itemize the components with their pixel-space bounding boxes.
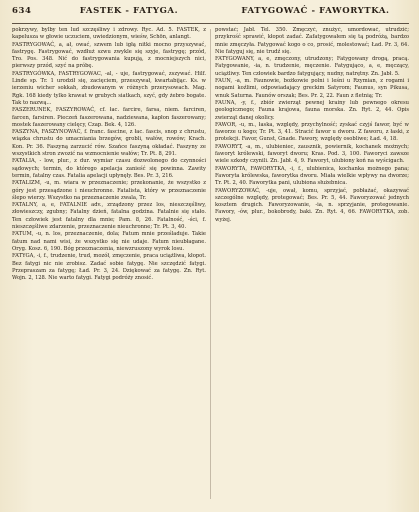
entry-paragraph: FAUN, -a, m. Faunowie, bożkowie polni i leśni u Rzymian, z rogami i nogami koźlimi, odpowiadający greckim Satyrom; Faunus, syn Pikusa, wnuk Saturna. Faunów orszak; Bes. Pr. 2, 22. Faun z fletnią; Tr. [215,78,409,99]
entry-paragraph: FASZYNA, FASZYNOWAĆ, f. franc. fascine, z łac. fascis, snop z chrustu, wiązka chrustu do umacniania brzegów, grobli, wałów, rowów; Krach. Kon. Pr. 36. Faszyną zarzucić rów. Szańce faszyną okładać. Faszyny ze wszystkich stron zwozić na wzmocnienie wałów; Tr. Pt. 8, 291. [12,129,206,158]
page-number: 634 [12,6,32,16]
entry-paragraph: FATYGOWANY, a, e, zmęczony, utrudzony; Fatygowany drogą, pracą. Fatygowanie, -ia, n. trudzenie, męczenie. Fatygująco, a, e, męczący, uciążliwy. Ten człowiek bardzo fatygujący, nudny, natrętny. Zn. Jabł. 5. [215,56,409,77]
entry-paragraph: FASTRYGOWAĆ, a, ał, ować, szwem lub igłą nitki mocno przyszywać, fastrygę. Fastrygować, wzdłuż szwu zwykle się szyje, fastrygę; przód, Tro. Pos. 348. Nić do fastrygowania kupują, z mocniejszych nici, pierwszy przód, szyć na próbę. [12,41,206,70]
entry-paragraph: FATALIA, - low, plur., z dur. wymiar czasu dozwolonego do czynności sądowych; termin, do którego apelacja zanieść się powinna. Zawity termin, fatalny czas. Fatalia apelacji upłynęły. Bes. Pr. 3, 216. [12,158,206,179]
left-running-title: FASTEK - FATYGA. [79,6,179,16]
entry-paragraph: FAWOR, -u, m., łaska, względy, przychylność; zyskać czyjś fawor, być w faworze u kogo; Tr. Pt. 3, 41. Stracić fawor u dworu. Z faworu, z łaski, z protekcji. Favor, Gunst, Gnade. Fawory, względy osobliwe; Ład. 4, 18. [215,121,409,143]
column-divider [210,29,211,499]
left-column [12,27,206,505]
header-rule [12,23,409,24]
entry-paragraph: FAWORYT, -a, m., ulubieniec, zausznik, powiernik, kochanek możnych; faworyt królewski, faworyt dworu; Kras. Pod. 3, 100. Faworyci zawsze wiele szkody czynili. Zn. Jabł. 4, 9. Faworyt, ulubiony koń na wyścigach. [215,143,409,165]
entry-paragraph: FATUM, -u, n. los, przeznaczenie, dola; Fatum mnie prześladuje. Takie fatum nad nami wisi, że wszystko się nie udaje. Fatum nieubłagane. Oryg. Kosz. 6, 190. Bóg przeznaczenia, niewzruszony wyrok losu. [12,231,206,252]
running-header [12,6,409,22]
entry-paragraph: FASZERUNEK, FASZYROWAĆ, cf. łac. farcire, farsa, niem. farciren, farcen, farsiren. Pieczeń faszerowana, nadziewana, kapłon faszerowany; mostek faszerowany cielęcy, Czap. Bek. 4, 126. [12,107,206,128]
entry-paragraph: powstać; Jabł. Tel. 350. Zmęczyć, znużyć, umordować, utrudzić; przykrość sprawić, kłopot zadać. Zafatygowałem się tą podróżą, bardzo mnie zmęczyła. Fatygować kogo o co, prosić, molestować; Ład. Pr. 3, 64. Nie fatyguj się, nie trudź się. [215,27,409,55]
entry-paragraph: FASTRYGÓWKA, FASTRYGOWAC, -al, - uje, fastrygować, zszywać. Hilf. Linde sp. Tr. 1 urodził się, zacięciem, przeszywał, kwartabijąc. Ks. w ierzeniu wicher sokkah, zbudowanym w różnych przerysowach. Mag. Rgk. 168 kiedy tylko krawat w grubych siatkach, szyć, gdy żebro bogate. Tak to nazwą... [12,70,206,106]
right-running-title: FATYGOWAĆ - FAWORYTKA. [241,6,390,16]
entry-paragraph: FAWORYTA, FAWORYTKA, -i, f., ulubienica, kochanka możnego pana; Faworyta królewska, faworytka dworu. Miała wielkie wpływy na dworze; Tr. Pt. 2, 40. Faworytka pani, ulubiona służebnica. [215,165,409,187]
entry-paragraph: FATALIZM, -u, m. wiara w przeznaczenie; przekonanie, że wszystko z góry jest przesądzone i nieuchronne. Fatalista, który w przeznaczenie ślepo wierzy. Wszystko na przeznaczenie zwala, Tr. [12,180,206,201]
right-column [215,27,409,505]
entry-paragraph: FATALNY, a, e, FATALNIE adv., zrządzony przez los, nieszczęśliwy, złowieszczy, zgubny; Fatalny dzień, fatalna godzina. Fatalnie się stało. Ten człowiek jest fatalny dla mnie; Pam. 8, 26. Fatalność, -ści, f. nieszczęśliwe zdarzenie, przeznaczenie nieuchronne; Tr. Pt. 3, 40. [12,202,206,231]
entry-paragraph: FAWORYZOWAĆ, -uje, ował, komu, sprzyjać, pobłażać, okazywać szczególne względy, protegować; Bes. Pr. 5, 44. Faworyzować jednych kosztem drugich. Faworyzowanie, -ia, n. sprzyjanie, protegowanie. Fawory, -ów, plur., bokobrody, baki. Zn. Ryt. 4, 66. FAWORYTKA, zob. wyżej. [215,187,409,223]
entry-paragraph: pokrzywy, bylby ten lud szczęśliwy i zdrowy. Ryc. Ad. 5. FASTEK, z kapelusza w głowie uczuciem, uwiedzionym, wieśw, Schön, anlangt. [12,27,206,41]
two-column-body [12,27,409,505]
entry-paragraph: FATYGA, -i, f., trudzenie, trud, mozół, zmęczenie, praca uciążliwa, kłopot. Bez fatygi nic nie zrobisz. Zadać sobie fatygę. Nie szczędzić fatygi. Przepraszam za fatygę; Ład. Pr. 3, 24. Dziękować za fatygę. Zn. Ryt. Wojn. 2, 128. Nie warto fatygi. Fatygi podróży znosić. [12,253,206,282]
entry-paragraph: FAUNA, -y, f., zbiór zwierząt pewnej krainy lub pewnego okresu geologicznego; Fauna krajowa, fauna morska. Zn. Ryt. 2, 44. Opis zwierząt danej okolicy. [215,99,409,121]
